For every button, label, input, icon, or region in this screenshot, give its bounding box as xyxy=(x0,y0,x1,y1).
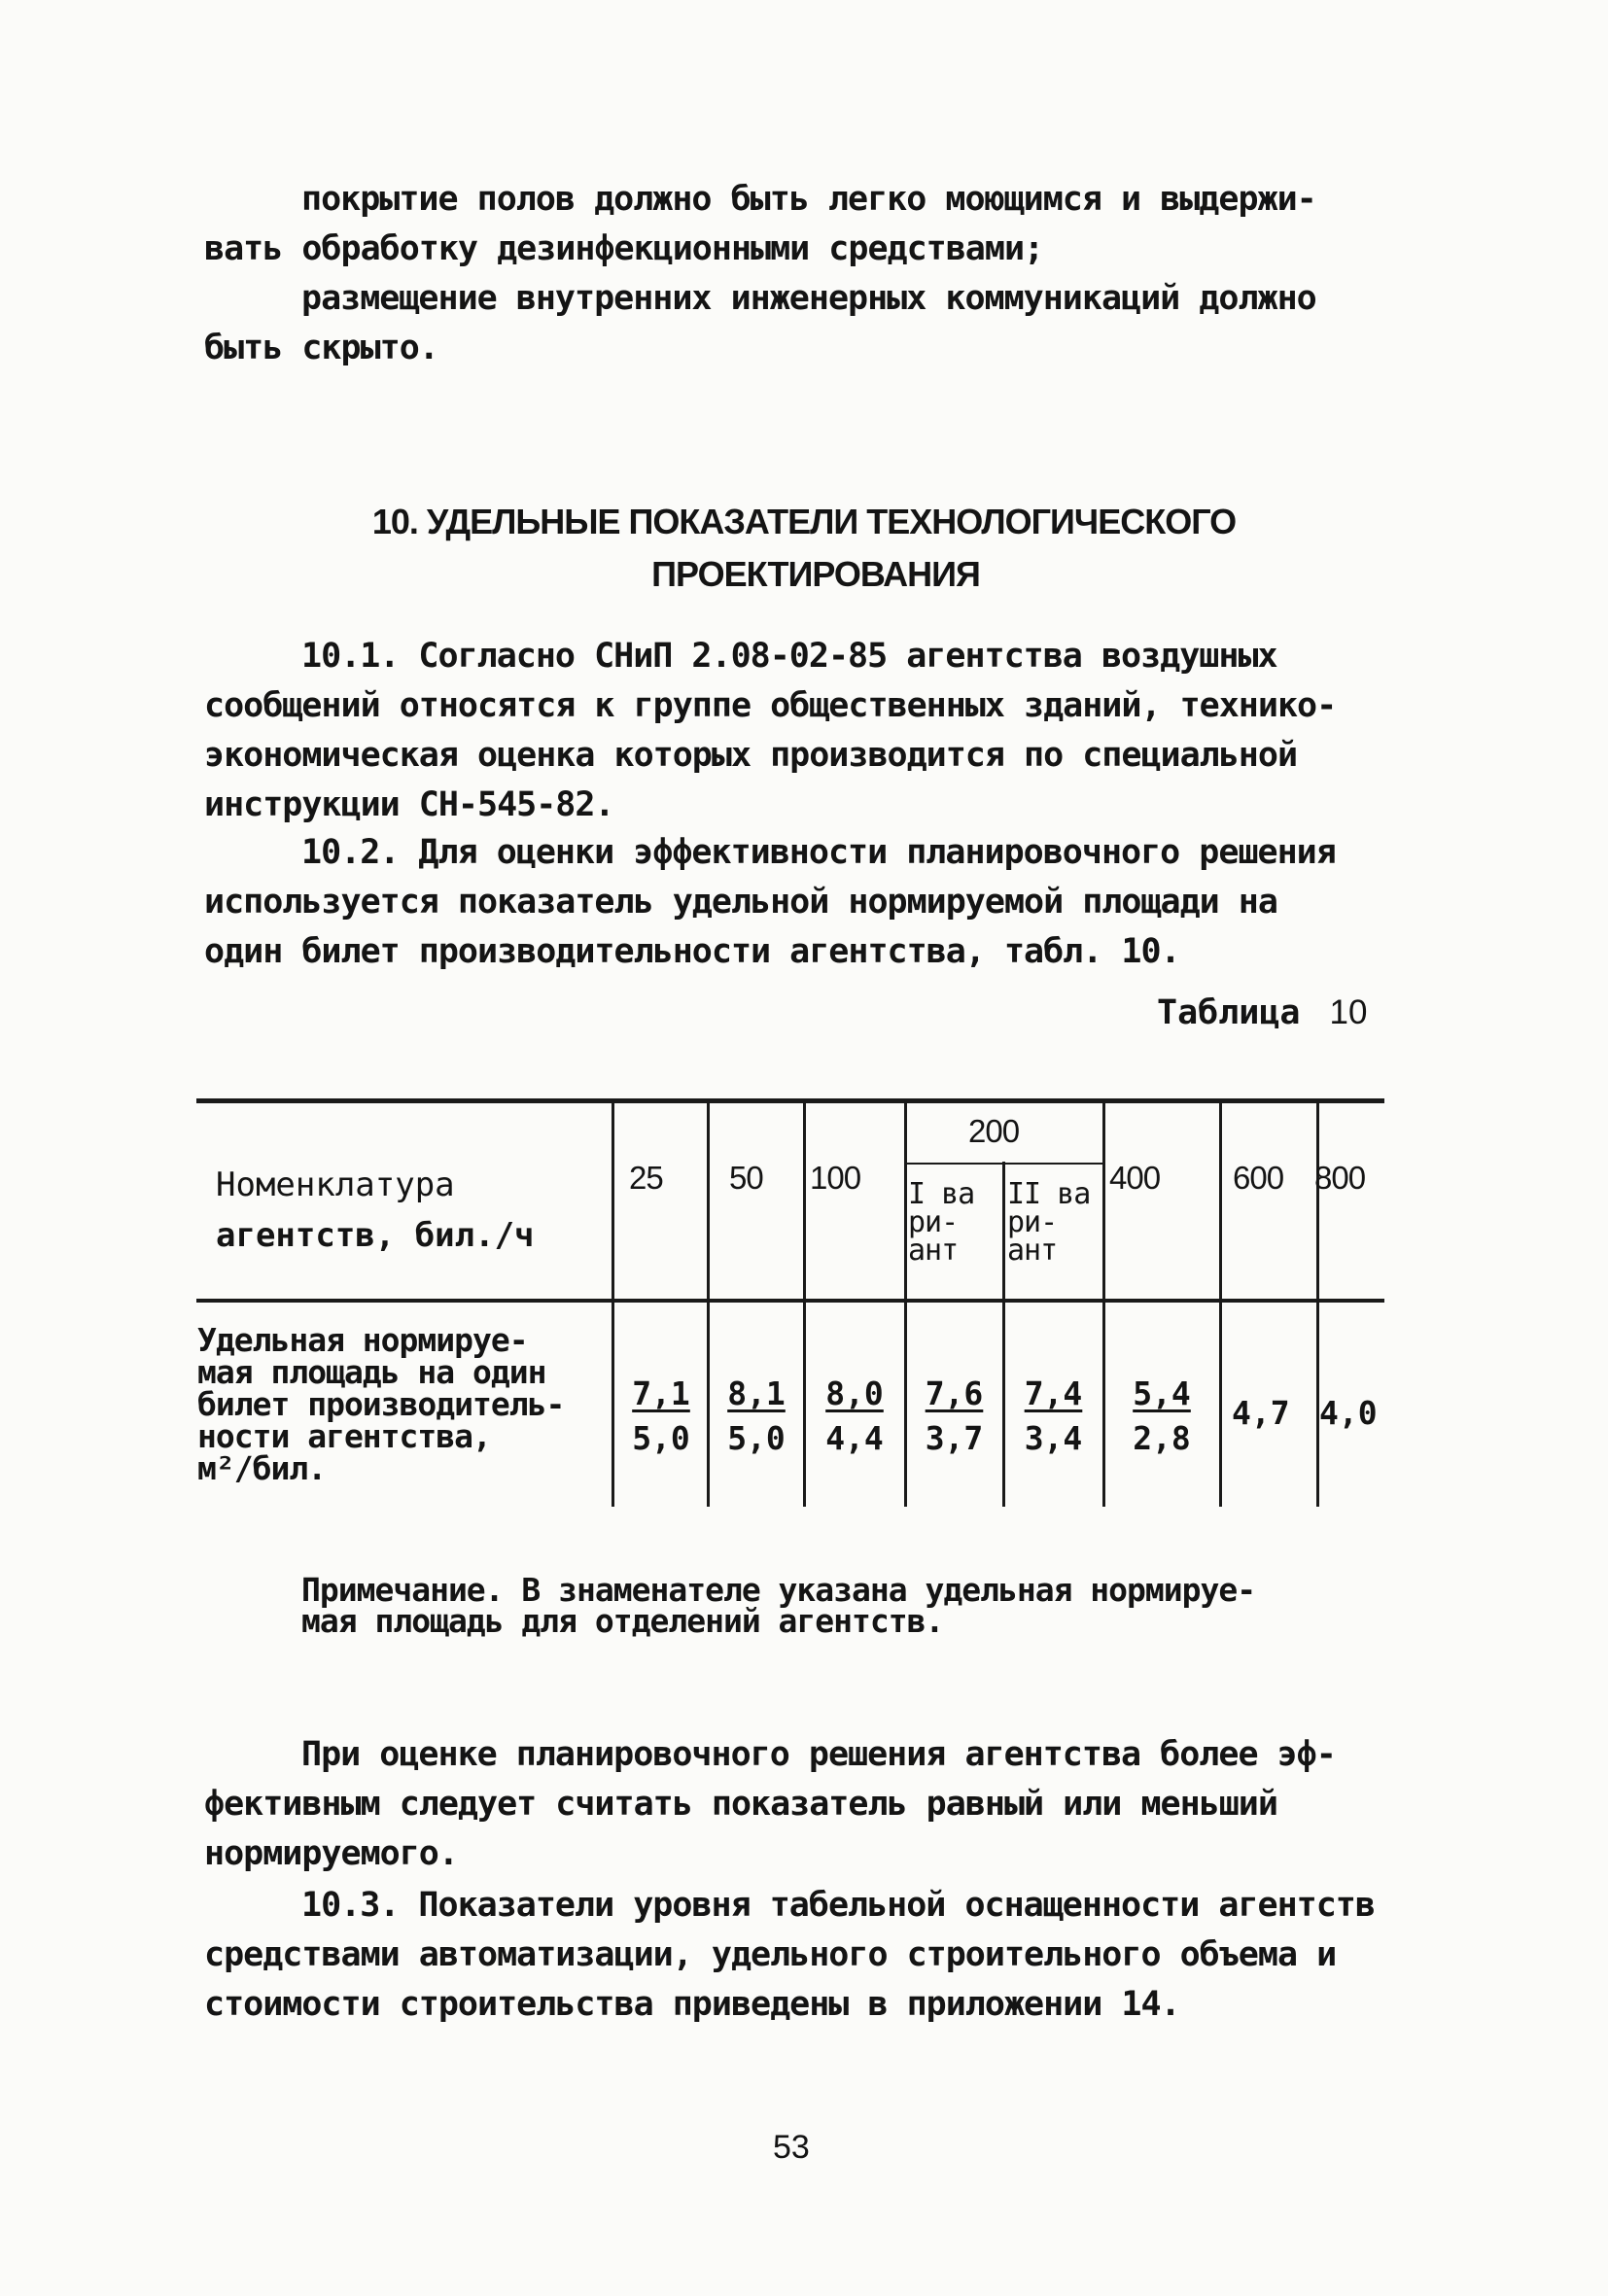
intro-line-2: вать обработку дезинфекционными средствами; xyxy=(204,229,1044,268)
p101-line-2: сообщений относятся к группе общественных зданий, технико- xyxy=(204,686,1337,725)
table-top-rule xyxy=(196,1098,1384,1103)
col-header-100: 100 xyxy=(810,1160,861,1196)
assessment-line-2: фективным следует считать показатель равный или меньший xyxy=(204,1785,1277,1824)
paragraph-10-2 xyxy=(204,828,1336,977)
cell-25-denominator: 5,0 xyxy=(632,1419,690,1457)
cell-50-denominator: 5,0 xyxy=(727,1419,786,1457)
intro-line-1: покрытие полов должно быть легко моющимся и выдержи- xyxy=(301,180,1316,219)
p103-line-2: средствами автоматизации, удельного строительного объема и xyxy=(204,1935,1337,1974)
cell-400 xyxy=(1105,1374,1218,1458)
paragraph-10-1 xyxy=(204,632,1336,830)
p102-line-3: один билет производительности агентства, табл. 10. xyxy=(204,932,1180,971)
col-header-200: 200 xyxy=(968,1113,1020,1149)
col-200-variant-1: I ва ри- ант xyxy=(908,1177,975,1268)
header-label-line-2: агентств, бил./ч xyxy=(216,1216,535,1255)
cell-200-v1-numerator: 7,6 xyxy=(925,1374,984,1412)
p102-line-1: 10.2. Для оценки эффективности планировочного решения xyxy=(301,833,1336,872)
table-caption-word: Таблица xyxy=(1157,993,1301,1032)
intro-line-4: быть скрыто. xyxy=(204,329,438,367)
p103-line-1: 10.3. Показатели уровня табельной оснащенности агентств xyxy=(301,1886,1375,1925)
section-heading xyxy=(0,496,1608,601)
assessment-line-3: нормируемого. xyxy=(204,1834,458,1873)
p102-line-2: используется показатель удельной нормируемой площади на xyxy=(204,883,1277,922)
row-label-line-3: билет производитель- xyxy=(197,1385,565,1423)
cell-800: 4,0 xyxy=(1319,1394,1378,1432)
p103-line-3: стоимости строительства приведены в приложении 14. xyxy=(204,1985,1180,2024)
row-label-line-4: ности агентства, xyxy=(197,1417,491,1455)
cell-200-v2-denominator: 3,4 xyxy=(1024,1419,1083,1457)
table-caption xyxy=(1157,993,1367,1032)
cell-25-numerator: 7,1 xyxy=(632,1374,690,1412)
cell-100 xyxy=(806,1374,903,1458)
col-200-variant-2: II ва ри- ант xyxy=(1007,1177,1091,1268)
paragraph-10-3 xyxy=(204,1881,1375,2030)
row-label-line-5: м²/бил. xyxy=(197,1449,327,1487)
col-header-25: 25 xyxy=(629,1160,663,1196)
assessment-line-1: При оценке планировочного решения агентства более эф- xyxy=(301,1735,1336,1774)
cell-50-numerator: 8,1 xyxy=(727,1374,786,1412)
row-label xyxy=(197,1321,565,1487)
page-number: 53 xyxy=(773,2129,810,2166)
note-line-2: мая площадь для отделений агентств. xyxy=(301,1602,944,1640)
table-header-rule xyxy=(196,1299,1384,1303)
table-caption-number: 10 xyxy=(1329,993,1368,1031)
note-line-1: Примечание. В знаменателе указана удельная нормируе- xyxy=(301,1571,1256,1609)
section-heading-line-2: ПРОЕКТИРОВАНИЯ xyxy=(651,554,980,594)
col-header-800: 800 xyxy=(1314,1160,1366,1196)
cell-200-v1-denominator: 3,7 xyxy=(925,1419,984,1457)
row-label-line-2: мая площадь на один xyxy=(197,1353,546,1391)
col-200-subheader-rule xyxy=(904,1163,1102,1165)
cell-25 xyxy=(614,1374,708,1458)
col-header-400: 400 xyxy=(1109,1160,1161,1196)
table-note xyxy=(301,1571,1256,1640)
row-label-line-1: Удельная нормируе- xyxy=(197,1321,528,1359)
p101-line-1: 10.1. Согласно СНиП 2.08-02-85 агентства воздушных xyxy=(301,637,1277,676)
header-label xyxy=(216,1160,535,1261)
col-header-600: 600 xyxy=(1233,1160,1284,1196)
intro-line-3: размещение внутренних инженерных коммуникаций должно xyxy=(301,279,1316,318)
intro-paragraph xyxy=(204,175,1316,373)
cell-600: 4,7 xyxy=(1232,1394,1290,1432)
p101-line-3: экономическая оценка которых производится по специальной xyxy=(204,736,1298,775)
cell-50 xyxy=(710,1374,803,1458)
assessment-paragraph xyxy=(204,1730,1336,1879)
cell-400-denominator: 2,8 xyxy=(1133,1419,1191,1457)
cell-200-v2-numerator: 7,4 xyxy=(1024,1374,1083,1412)
cell-200-variant-1 xyxy=(907,1374,1001,1458)
cell-400-numerator: 5,4 xyxy=(1133,1374,1191,1412)
p101-line-4: инструкции СН-545-82. xyxy=(204,785,614,824)
col-separator xyxy=(1219,1103,1222,1507)
cell-200-variant-2 xyxy=(1005,1374,1101,1458)
header-label-line-1: Номенклатура xyxy=(216,1165,455,1204)
cell-100-numerator: 8,0 xyxy=(825,1374,884,1412)
cell-100-denominator: 4,4 xyxy=(825,1419,884,1457)
col-header-50: 50 xyxy=(729,1160,763,1196)
section-heading-line-1: 10. УДЕЛЬНЫЕ ПОКАЗАТЕЛИ ТЕХНОЛОГИЧЕСКОГО xyxy=(371,502,1237,541)
